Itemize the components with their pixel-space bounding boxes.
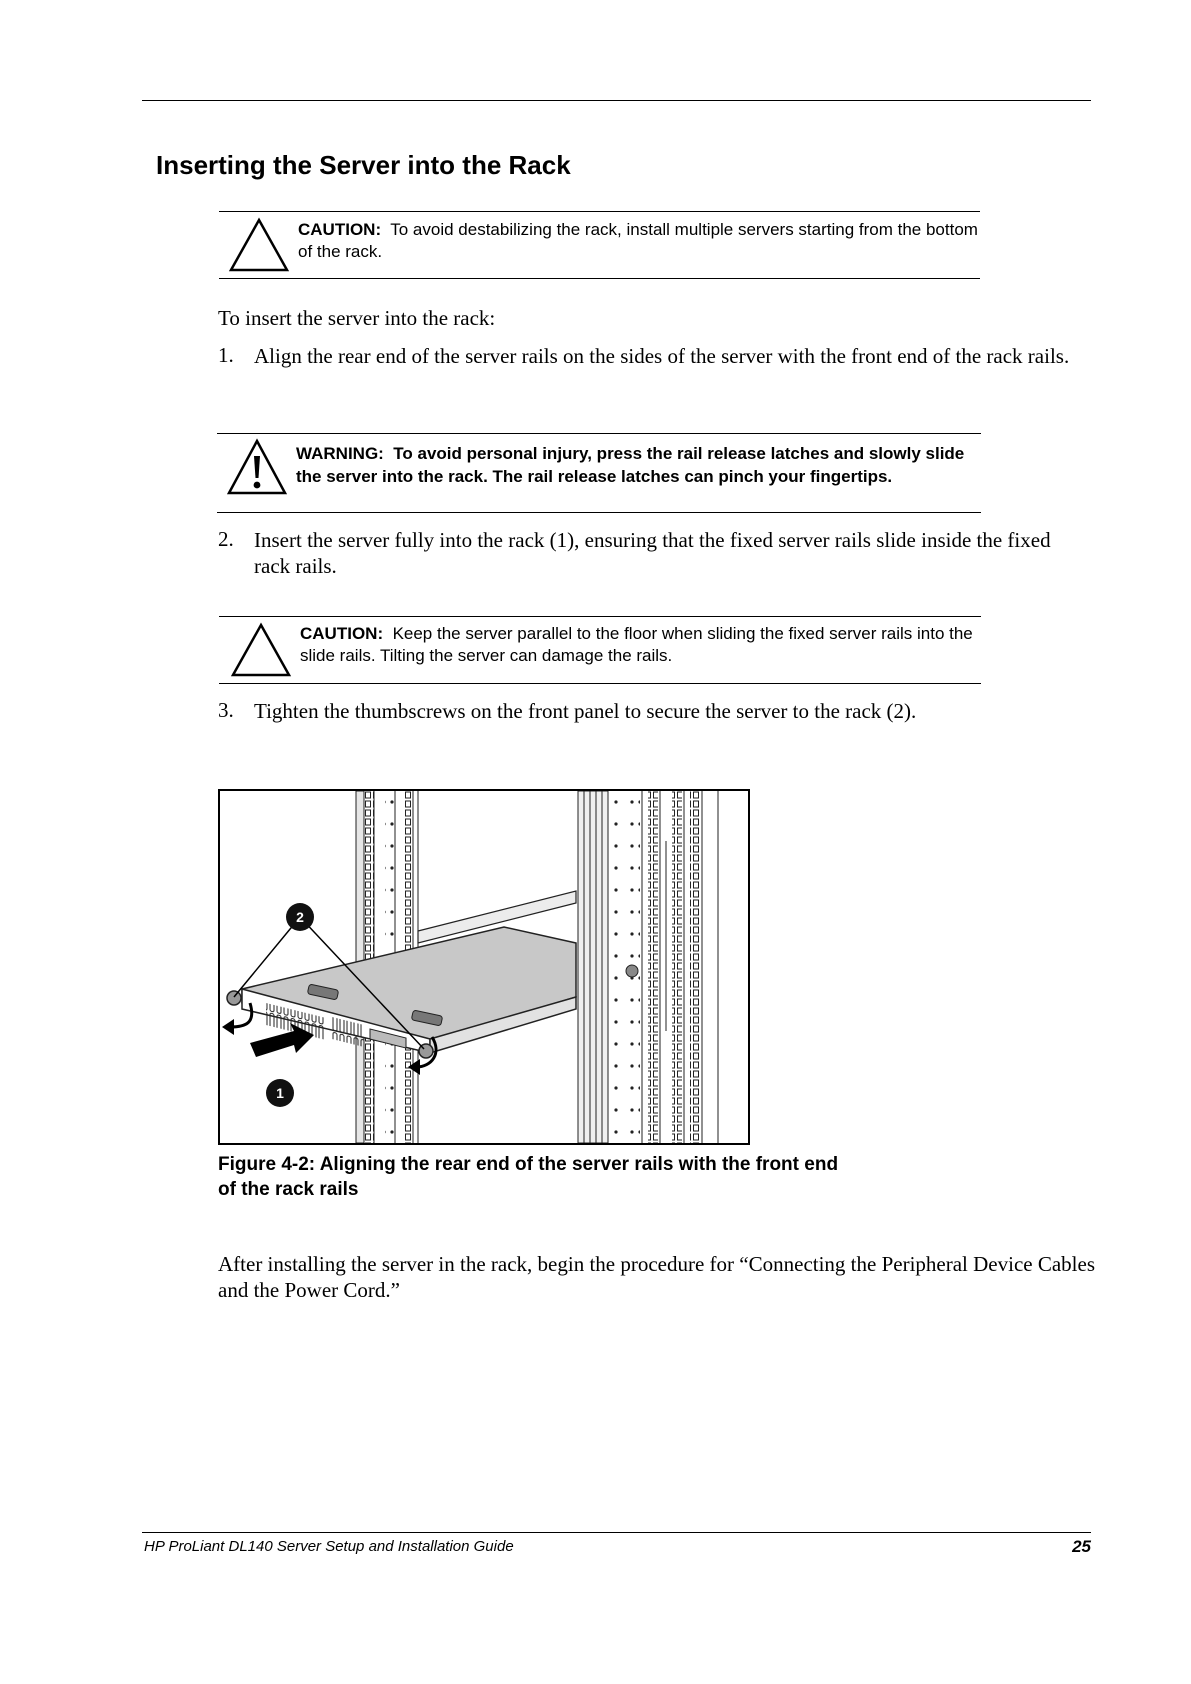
step1-number: 1. <box>218 343 234 367</box>
warning-text: To avoid personal injury, press the rail release latches and slowly slide the server into the rack. The rail release latches can pinch your fingertips. <box>296 444 965 486</box>
warning-bottom-rule <box>217 512 981 513</box>
server-rack-illustration <box>220 791 748 1143</box>
intro-text: To insert the server into the rack: <box>218 306 496 330</box>
caution2-label: CAUTION: <box>300 624 384 643</box>
right-rack-post <box>578 791 718 1143</box>
caution2-bottom-rule <box>219 683 981 684</box>
caution2-top-rule <box>219 616 981 617</box>
step2-text: Insert the server fully into the rack (1), ensuring that the fixed server rails slide inside the fixed rack rails. <box>254 528 1051 578</box>
footer-rule <box>142 1532 1091 1533</box>
caution2-text: Keep the server parallel to the floor when sliding the fixed server rails into the slide rails. Tilting the server can damage the rails. <box>300 624 973 665</box>
step1-text: Align the rear end of the server rails on the sides of the server with the front end of the rack rails. <box>254 344 1070 368</box>
caution1-top-rule <box>219 211 980 212</box>
warning-exclamation-icon <box>226 438 288 496</box>
figure-caption: Figure 4-2: Aligning the rear end of the server rails with the front end of the rack rails <box>218 1154 839 1200</box>
section-heading: Inserting the Server into the Rack <box>156 150 571 180</box>
warning-notice <box>296 442 986 488</box>
figure-illustration <box>218 789 750 1145</box>
footer-title: HP ProLiant DL140 Server Setup and Installation Guide <box>144 1538 514 1555</box>
caution2-notice <box>300 623 980 667</box>
caution1-bottom-rule <box>219 278 980 279</box>
callout-2-label: 2 <box>296 909 304 925</box>
warning-label: WARNING: <box>296 444 384 463</box>
step2-number: 2. <box>218 527 234 551</box>
header-rule <box>142 100 1091 101</box>
step3-number: 3. <box>218 698 234 722</box>
callout-1-label: 1 <box>276 1085 284 1101</box>
caution-triangle-icon-2 <box>230 622 292 678</box>
caution1-notice <box>298 219 978 263</box>
caution-triangle-icon <box>228 217 290 273</box>
step3-text: Tighten the thumbscrews on the front panel to secure the server to the rack (2). <box>254 699 917 723</box>
page-number: 25 <box>1072 1537 1091 1556</box>
caution1-label: CAUTION: <box>298 220 382 239</box>
caution1-text: To avoid destabilizing the rack, install multiple servers starting from the bottom of the rack. <box>298 220 978 261</box>
closing-paragraph: After installing the server in the rack, begin the procedure for “Connecting the Peripheral Device Cables and the Power Cord.” <box>218 1252 1096 1302</box>
warning-top-rule <box>217 433 981 434</box>
